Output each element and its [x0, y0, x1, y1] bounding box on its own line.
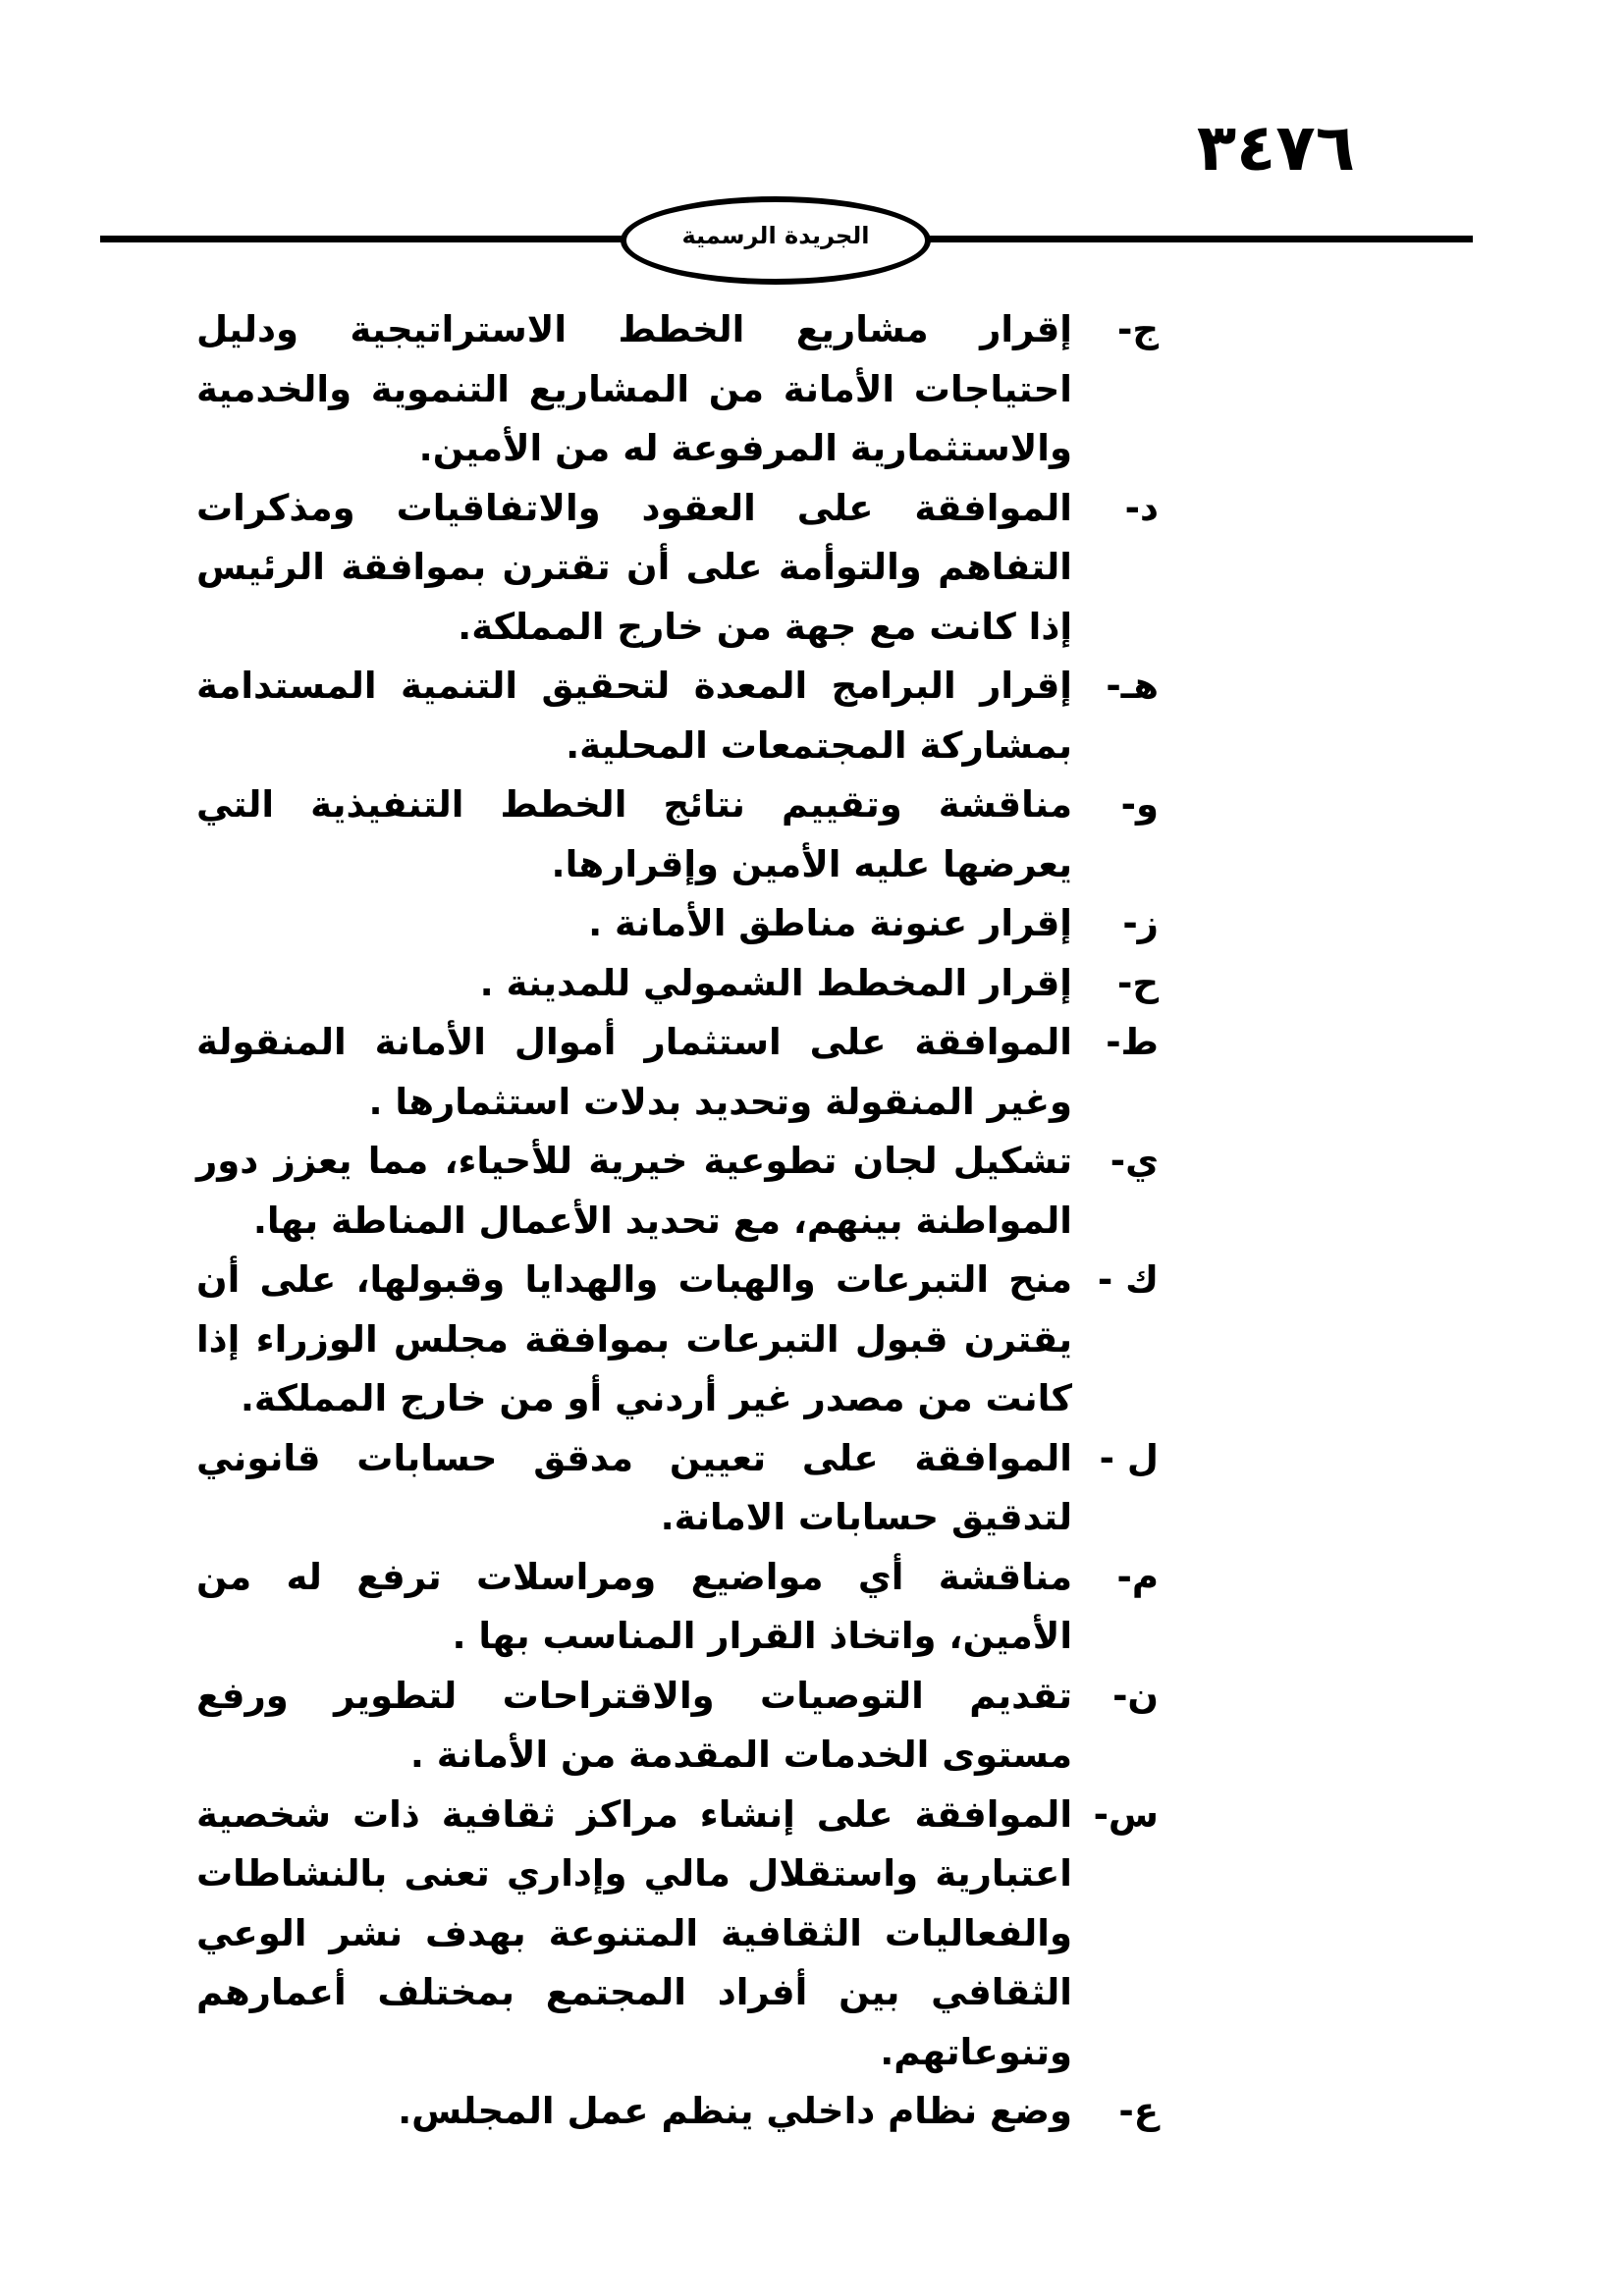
page-number: ٣٤٧٦ — [1196, 110, 1355, 186]
item-text: تشكيل لجان تطوعية خيرية للأحياء، مما يعزز دور المواطنة بينهم، مع تحديد الأعمال المناطة بها. — [196, 1140, 1072, 1242]
item-text: مناقشة أي مواضيع ومراسلات ترفع له من الأمين، واتخاذ القرار المناسب بها . — [196, 1555, 1072, 1657]
item-marker: هـ- — [1106, 665, 1159, 707]
list-item — [196, 1667, 1159, 1786]
item-marker: و- — [1120, 783, 1159, 826]
item-marker: ل - — [1099, 1436, 1159, 1479]
list-item — [196, 300, 1159, 479]
item-marker: د- — [1124, 486, 1159, 529]
item-text: وضع نظام داخلي ينظم عمل المجلس. — [398, 2090, 1072, 2132]
item-text: إقرار المخطط الشمولي للمدينة . — [479, 961, 1072, 1004]
item-marker: ج- — [1116, 308, 1159, 350]
item-marker: ع- — [1118, 2090, 1159, 2132]
header-title: الجريدة الرسمية — [681, 222, 870, 249]
item-text: منح التبرعات والهبات والهدايا وقبولها، على أن يقترن قبول التبرعات بموافقة مجلس الوزراء إذا كانت من مصدر غير أردني أو من خارج المملكة. — [196, 1258, 1072, 1419]
list-item — [196, 657, 1159, 775]
item-marker: م- — [1116, 1555, 1159, 1598]
list-item — [196, 1786, 1159, 2083]
list-item — [196, 775, 1159, 894]
item-text: الموافقة على تعيين مدقق حسابات قانوني لتدقيق حسابات الامانة. — [196, 1436, 1072, 1538]
item-marker: ك - — [1097, 1258, 1159, 1301]
list-item — [196, 2082, 1159, 2142]
item-marker: ن- — [1112, 1674, 1159, 1717]
list-item — [196, 1013, 1159, 1132]
item-marker: ز- — [1122, 902, 1159, 944]
header-oval — [621, 196, 931, 285]
item-text: الموافقة على استثمار أموال الأمانة المنقولة وغير المنقولة وتحديد بدلات استثمارها . — [196, 1021, 1072, 1123]
item-text: تقديم التوصيات والاقتراحات لتطوير ورفع مستوى الخدمات المقدمة من الأمانة . — [196, 1674, 1072, 1776]
list-item — [196, 1548, 1159, 1667]
item-marker: ي- — [1110, 1140, 1159, 1182]
item-text: إقرار مشاريع الخطط الاستراتيجية ودليل احتياجات الأمانة من المشاريع التنموية والخدمية والاستثمارية المرفوعة له من الأمين. — [196, 308, 1072, 469]
item-text: إقرار البرامج المعدة لتحقيق التنمية المستدامة بمشاركة المجتمعات المحلية. — [196, 665, 1072, 767]
item-text: الموافقة على العقود والاتفاقيات ومذكرات التفاهم والتوأمة على أن تقترن بموافقة الرئيس إذا كانت مع جهة من خارج المملكة. — [196, 486, 1072, 648]
item-text: إقرار عنونة مناطق الأمانة . — [588, 902, 1072, 944]
list-item — [196, 1251, 1159, 1429]
item-text: الموافقة على إنشاء مراكز ثقافية ذات شخصية اعتبارية واستقلال مالي وإداري تعنى بالنشاطات والفعاليات الثقافية المتنوعة بهدف نشر الوعي الثقافي بين أفراد المجتمع بمختلف أعمارهم وتنوعاتهم. — [196, 1792, 1072, 2073]
item-marker: س- — [1093, 1792, 1159, 1836]
list-item — [196, 1429, 1159, 1548]
list-item — [196, 954, 1159, 1014]
list-item — [196, 479, 1159, 658]
article-items-list — [196, 300, 1159, 2142]
list-item — [196, 1132, 1159, 1251]
item-marker: ط- — [1106, 1021, 1159, 1063]
item-text: مناقشة وتقييم نتائج الخطط التنفيذية التي يعرضها عليه الأمين وإقرارها. — [196, 783, 1072, 885]
item-marker: ح- — [1116, 961, 1159, 1004]
list-item — [196, 894, 1159, 954]
